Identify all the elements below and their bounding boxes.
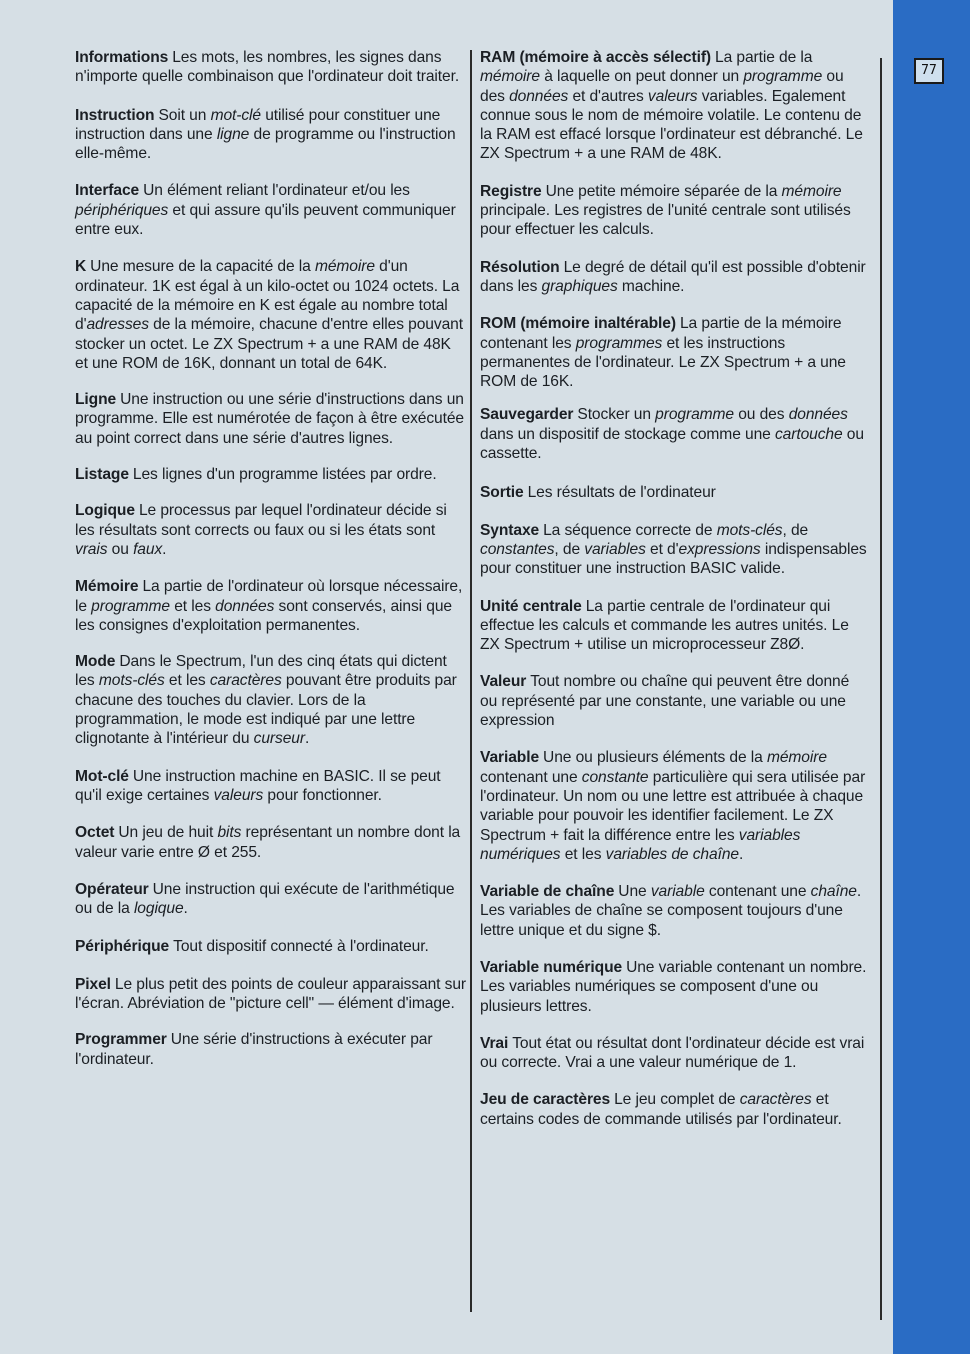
definition-emphasis: périphériques	[75, 201, 169, 219]
glossary-term: Syntaxe	[480, 521, 540, 539]
definition-emphasis: variables de chaîne	[605, 845, 739, 863]
definition-text: ou cassette.	[480, 425, 864, 463]
definition-emphasis: variable	[650, 883, 705, 901]
glossary-term: K	[75, 258, 87, 276]
definition-text: Dans le Spectrum, l'un des cinq états qui dictent les	[75, 653, 447, 690]
definition-text: Soit un	[158, 106, 211, 124]
definition-text: La partie de l'ordinateur où lorsque nécessaire, le	[75, 578, 463, 615]
glossary-term: Vrai	[480, 1034, 509, 1052]
definition-text: indispensables pour constituer une instruction BASIC valide.	[480, 540, 867, 578]
glossary-term: Unité centrale	[480, 597, 582, 615]
definition-text: La partie de la mémoire contenant les	[480, 315, 842, 352]
definition-text: Stocker un	[577, 406, 656, 424]
definition-text: Un jeu de huit	[118, 824, 218, 842]
definition-text: de programme ou l'instruction elle-même.	[75, 125, 456, 163]
glossary-term: Sauvegarder	[480, 406, 574, 424]
definition-emphasis: variables	[584, 540, 646, 558]
definition-text: .	[183, 900, 188, 918]
definition-emphasis: logique	[133, 900, 184, 918]
definition-emphasis: chaîne	[810, 883, 857, 901]
glossary-term: Jeu de caractères	[480, 1091, 611, 1109]
definition-text: et les instructions permanentes de l'ordinateur. Le ZX Spectrum + a une ROM de 16K.	[480, 334, 846, 391]
definition-emphasis: caractères	[209, 672, 282, 690]
definition-text: Tout nombre ou chaîne qui peuvent être donné ou représenté par une constante, une variable ou une expression	[480, 673, 850, 730]
glossary-entry	[75, 652, 467, 748]
glossary-term: Périphérique	[75, 938, 170, 956]
definition-text: La partie centrale de l'ordinateur qui effectue les calculs et commande les autres unités. Le ZX Spectrum + utilise un microprocesseur Z8Ø.	[480, 597, 849, 654]
definition-emphasis: mémoire	[781, 182, 842, 200]
glossary-term: RAM (mémoire à accès sélectif)	[480, 49, 712, 66]
definition-text: Une instruction qui exécute de l'arithmétique ou de la	[75, 880, 455, 918]
glossary-entry	[480, 1034, 870, 1073]
definition-text: Tout dispositif connecté à l'ordinateur.	[173, 938, 429, 956]
definition-text: utilisé pour constituer une instruction dans une	[75, 106, 441, 143]
glossary-term: Registre	[480, 182, 542, 200]
definition-text: .	[162, 540, 167, 558]
definition-text: d'un ordinateur. 1K est égal à un kilo-octet ou 1024 octets. La capacité de la mémoire en K est égale au nombre total d'	[75, 258, 460, 334]
glossary-term: Octet	[75, 824, 115, 842]
definition-emphasis: programme	[743, 68, 823, 86]
glossary-term: Mode	[75, 653, 116, 671]
definition-text: .	[304, 730, 310, 748]
definition-emphasis: variables numériques	[480, 826, 801, 863]
definition-emphasis: données	[509, 87, 569, 105]
definition-text: Le jeu complet de	[614, 1091, 740, 1109]
glossary-term: Programmer	[75, 1031, 167, 1049]
glossary-entry	[480, 882, 870, 940]
definition-emphasis: mémoire	[480, 68, 540, 86]
glossary-entry	[75, 880, 467, 919]
definition-emphasis: mots-clés	[98, 672, 165, 690]
glossary-right-column	[480, 48, 870, 1129]
definition-text: Une	[618, 883, 651, 901]
glossary-term: Sortie	[480, 484, 524, 502]
glossary-term: Ligne	[75, 391, 117, 409]
definition-emphasis: constantes	[480, 540, 555, 558]
definition-text: et d'autres	[568, 87, 648, 105]
definition-emphasis: valeurs	[647, 87, 698, 105]
glossary-entry	[75, 257, 467, 373]
glossary-entry	[480, 748, 870, 864]
glossary-term: Variable de chaîne	[480, 883, 615, 901]
glossary-entry	[480, 405, 870, 463]
definition-emphasis: vrais	[75, 540, 108, 558]
glossary-entry	[75, 975, 467, 1014]
glossary-term: Variable numérique	[480, 958, 623, 976]
glossary-entry	[480, 1090, 870, 1129]
definition-text: particulière qui sera utilisée par l'ordinateur. Un nom ou une lettre est attribuée à chaque variable pour pouvoir les identifier facilement. Le ZX Spectrum + fait la différence entre les	[480, 768, 866, 844]
glossary-entry	[480, 521, 870, 579]
definition-text: Le processus par lequel l'ordinateur décide si les résultats sont corrects ou faux ou si les états sont	[75, 502, 447, 539]
glossary-term: Valeur	[480, 673, 527, 691]
glossary-term: Informations	[75, 49, 169, 66]
definition-emphasis: programme	[91, 597, 170, 615]
definition-text: dans un dispositif de stockage comme une	[480, 425, 775, 443]
margin-rule	[880, 58, 882, 1320]
definition-text: Les résultats de l'ordinateur	[527, 484, 716, 502]
glossary-term: Interface	[75, 182, 140, 200]
definition-text: et les	[560, 845, 606, 863]
definition-text: Un élément reliant l'ordinateur et/ou les	[143, 182, 410, 200]
definition-emphasis: ligne	[216, 125, 250, 143]
definition-text: Une ou plusieurs éléments de la	[543, 749, 767, 767]
glossary-entry	[75, 767, 467, 806]
page-number: 77	[914, 58, 944, 84]
definition-text: sont conservés, ainsi que les consignes d'exploitation permanentes.	[75, 597, 452, 634]
definition-emphasis: données	[788, 406, 848, 424]
definition-emphasis: expressions	[678, 540, 761, 558]
glossary-entry	[75, 465, 467, 484]
definition-text: pouvant être produits par chacune des touches du clavier. Lors de la programmation, le mode est indiqué par une lettre clignotante à l'intérieur du	[75, 672, 457, 748]
definition-text: Le plus petit des points de couleur apparaissant sur l'écran. Abréviation de "picture cell" — élément d'image.	[75, 975, 467, 1012]
glossary-entry	[480, 182, 870, 240]
glossary-entry	[75, 1030, 467, 1069]
definition-text: Une instruction machine en BASIC. Il se peut qu'il exige certaines	[75, 767, 441, 804]
definition-text: .	[738, 845, 744, 863]
definition-text: à laquelle on peut donner un	[539, 68, 744, 86]
definition-text: contenant une	[480, 768, 582, 786]
glossary-term: Instruction	[75, 106, 155, 124]
glossary-term: Logique	[75, 502, 135, 520]
definition-text: Une petite mémoire séparée de la	[545, 182, 782, 200]
glossary-entry	[480, 672, 870, 730]
column-divider	[470, 50, 472, 1312]
glossary-entry	[480, 258, 870, 297]
glossary-term: ROM (mémoire inaltérable)	[480, 315, 676, 333]
glossary-entry	[75, 937, 467, 956]
definition-text: machine.	[617, 277, 685, 295]
definition-text: . Les variables de chaîne se composent toujours d'une lettre unique et du signe $.	[480, 883, 862, 939]
definition-emphasis: bits	[217, 824, 242, 842]
definition-emphasis: mot-clé	[210, 106, 261, 124]
definition-emphasis: valeurs	[213, 786, 264, 804]
definition-emphasis: constante	[581, 768, 649, 786]
glossary-term: Mémoire	[75, 578, 139, 596]
definition-text: ou	[107, 540, 134, 558]
definition-text: principale. Les registres de l'unité centrale sont utilisés pour effectuer les calculs.	[480, 202, 851, 239]
glossary-left-column	[75, 48, 467, 1069]
definition-emphasis: programmes	[575, 334, 663, 352]
glossary-term: Opérateur	[75, 880, 149, 898]
glossary-term: Variable	[480, 749, 540, 767]
definition-text: représentant un nombre dont la valeur varie entre Ø et 255.	[75, 824, 461, 861]
definition-text: de la mémoire, chacune d'entre elles pouvant stocker un octet. Le ZX Spectrum + a une RAM de 48K et une ROM de 16K, donnant un total de 64K.	[75, 316, 463, 372]
definition-emphasis: adresses	[86, 316, 149, 334]
definition-text: Les lignes d'un programme listées par ordre.	[132, 466, 437, 484]
glossary-entry	[480, 314, 870, 391]
definition-text: contenant une	[704, 883, 811, 901]
glossary-entry	[75, 106, 467, 164]
definition-text: Une instruction ou une série d'instructions dans un programme. Elle est numérotée de façon à être exécutée au point correct dans une série d'autres lignes.	[75, 391, 464, 447]
definition-text: , de	[782, 521, 809, 539]
definition-text: , de	[554, 540, 585, 558]
glossary-entry	[480, 958, 870, 1016]
glossary-entry	[480, 48, 870, 164]
definition-emphasis: données	[215, 597, 275, 615]
definition-text: variables. Egalement connue sous le nom de mémoire volatile. Le contenu de la RAM est effacé lorsque l'ordinateur est débranché. Le ZX Spectrum + a une RAM de 48K.	[480, 87, 863, 163]
glossary-entry	[480, 597, 870, 655]
definition-text: La partie de la	[715, 49, 813, 66]
definition-text: Une série d'instructions à exécuter par l'ordinateur.	[75, 1031, 433, 1068]
blue-side-band	[893, 0, 970, 1354]
definition-text: pour fonctionner.	[263, 786, 382, 804]
definition-text: et les	[170, 597, 216, 615]
definition-text: ou des	[480, 68, 844, 105]
definition-text: et les	[164, 672, 210, 690]
definition-emphasis: graphiques	[541, 277, 618, 295]
glossary-term: Résolution	[480, 258, 560, 276]
glossary-term: Pixel	[75, 975, 111, 993]
definition-emphasis: faux	[133, 540, 163, 558]
definition-emphasis: mémoire	[314, 258, 375, 276]
definition-text: Tout état ou résultat dont l'ordinateur décide est vrai ou correcte. Vrai a une valeur numérique de 1.	[480, 1034, 865, 1072]
definition-emphasis: mots-clés	[716, 521, 783, 539]
glossary-entry	[75, 181, 467, 239]
definition-text: Le degré de détail qu'il est possible d'obtenir dans les	[480, 258, 866, 295]
definition-text: et qui assure qu'ils peuvent communiquer entre eux.	[75, 201, 456, 239]
definition-emphasis: caractères	[739, 1091, 812, 1109]
glossary-term: Mot-clé	[75, 767, 129, 785]
definition-emphasis: curseur	[253, 730, 305, 748]
definition-emphasis: programme	[655, 406, 734, 424]
definition-text: Une variable contenant un nombre. Les variables numériques se composent d'une ou plusieurs lettres.	[480, 958, 867, 1015]
definition-text: et d'	[645, 540, 679, 558]
definition-text: Les mots, les nombres, les signes dans n'importe quelle combinaison que l'ordinateur doit traiter.	[75, 49, 460, 86]
definition-text: ou des	[734, 406, 789, 424]
glossary-entry	[75, 390, 467, 448]
glossary-entry	[75, 48, 467, 87]
glossary-entry	[75, 501, 467, 559]
glossary-term: Listage	[75, 466, 129, 484]
glossary-entry	[75, 823, 467, 862]
definition-emphasis: cartouche	[774, 425, 843, 443]
definition-text: La séquence correcte de	[543, 521, 717, 539]
definition-emphasis: mémoire	[766, 749, 827, 767]
definition-text: Une mesure de la capacité de la	[90, 258, 315, 276]
glossary-entry	[480, 483, 870, 502]
glossary-entry	[75, 577, 467, 635]
definition-text: et certains codes de commande utilisés par l'ordinateur.	[480, 1091, 842, 1128]
